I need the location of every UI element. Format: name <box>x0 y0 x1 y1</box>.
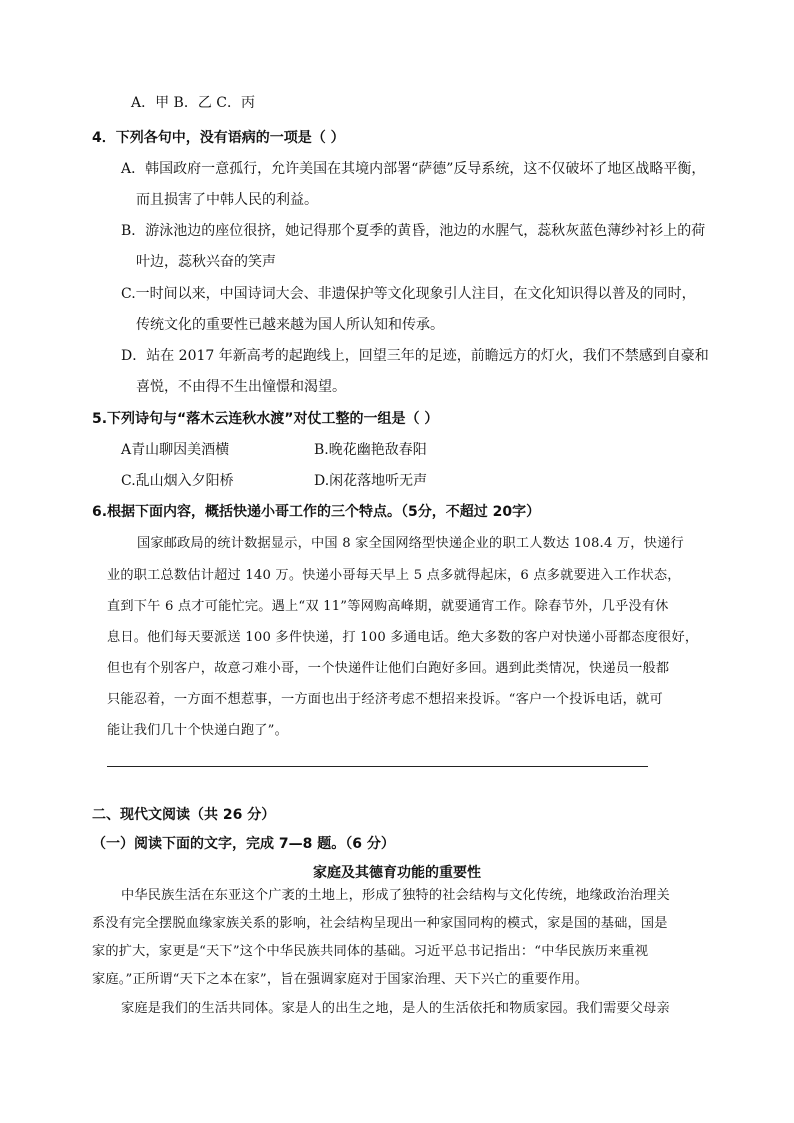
question-5-stem: 5.下列诗句与“落木云连秋水渡”对仗工整的一组是（ ） <box>92 411 439 427</box>
question-3-options: A．甲 B．乙 C．丙 <box>131 95 256 111</box>
question-6-passage-line6: 只能忍着，一方面不想惹事，一方面也出于经济考虑不想招来投诉。“客户一个投诉电话，就可 <box>107 692 663 707</box>
article-paragraph-line2: 系没有完全摆脱血缘家族关系的影响，社会结构呈现出一种家国同构的模式，家是国的基础，国是 <box>92 916 668 931</box>
question-6-passage-line7: 能让我们几十个快递白跑了”。 <box>107 723 288 738</box>
question-4-option-b-line2: 叶边，蕊秋兴奋的笑声 <box>136 254 276 270</box>
question-6-passage-line2: 业的职工总数估计超过 140 万。快递小哥每天早上 5 点多就得起床，6 点多就要进入工作状态， <box>107 568 681 583</box>
question-5-option-c: C.乱山烟入夕阳桥 <box>121 473 234 489</box>
question-6-passage-line4: 息日。他们每天要派送 100 多件快递，打 100 多通电话。绝大多数的客户对快递小哥都态度很好， <box>107 630 699 645</box>
article-paragraph-line3: 家的扩大，家更是“天下”这个中华民族共同体的基础。习近平总书记指出：“中华民族历来重视 <box>92 944 649 959</box>
question-6-stem: 6.根据下面内容，概括快递小哥工作的三个特点。（5分，不超过 20字） <box>92 504 541 520</box>
question-5-option-b: B.晚花幽艳敌春阳 <box>314 442 427 458</box>
question-6-passage-line3: 直到下午 6 点才可能忙完。遇上“双 11”等网购高峰期，就要通宵工作。除春节外，几乎没有休 <box>107 599 669 614</box>
question-6-passage-line5: 但也有个别客户，故意刁难小哥，一个快递件让他们白跑好多回。遇到此类情况，快递员一般都 <box>107 661 670 676</box>
question-4-option-c-line2: 传统文化的重要性已越来越为国人所认知和传承。 <box>136 317 444 333</box>
question-4-option-b-line1: B．游泳池边的座位很挤，她记得那个夏季的黄昏，池边的水腥气，蕊秋灰蓝色薄纱衬衫上的荷 <box>121 223 706 239</box>
question-5-option-d: D.闲花落地听无声 <box>314 473 428 489</box>
question-4-stem: 4．下列各句中，没有语病的一项是（ ） <box>92 130 345 146</box>
question-6-passage-line1: 国家邮政局的统计数据显示，中国 8 家全国网络型快递企业的职工人数达 108.4 万，快递行 <box>137 536 684 551</box>
question-4-option-d-line2: 喜悦，不由得不生出憧憬和渴望。 <box>136 379 346 395</box>
article-paragraph-line1: 中华民族生活在东亚这个广袤的土地上，形成了独特的社会结构与文化传统，地缘政治治理关 <box>121 888 670 903</box>
section-2-heading: 二、现代文阅读（共 26 分） <box>92 807 276 823</box>
question-4-option-d-line1: D．站在 2017 年新高考的起跑线上，回望三年的足迹，前瞻远方的灯火，我们不禁感到自豪和 <box>121 348 709 364</box>
article-paragraph-line5: 家庭是我们的生活共同体。家是人的出生之地，是人的生活依托和物质家园。我们需要父母亲 <box>121 1001 670 1016</box>
article-paragraph-line4: 家庭。”正所谓“天下之本在家”，旨在强调家庭对于国家治理、天下兴亡的重要作用。 <box>92 972 589 987</box>
question-4-option-c-line1: C.一时间以来，中国诗词大会、非遗保护等文化现象引人注目，在文化知识得以普及的同时， <box>121 286 696 302</box>
answer-line <box>107 766 648 767</box>
article-title: 家庭及其德育功能的重要性 <box>313 865 481 881</box>
section-2-subheading: （一）阅读下面的文字，完成 7—8 题。（6 分） <box>92 836 395 852</box>
question-4-option-a-line2: 而且损害了中韩人民的利益。 <box>136 192 318 208</box>
question-4-option-a-line1: A．韩国政府一意孤行，允许美国在其境内部署“萨德”反导系统，这不仅破坏了地区战略平衡， <box>121 161 706 177</box>
question-5-option-a: A青山聊因美酒横 <box>121 442 230 458</box>
